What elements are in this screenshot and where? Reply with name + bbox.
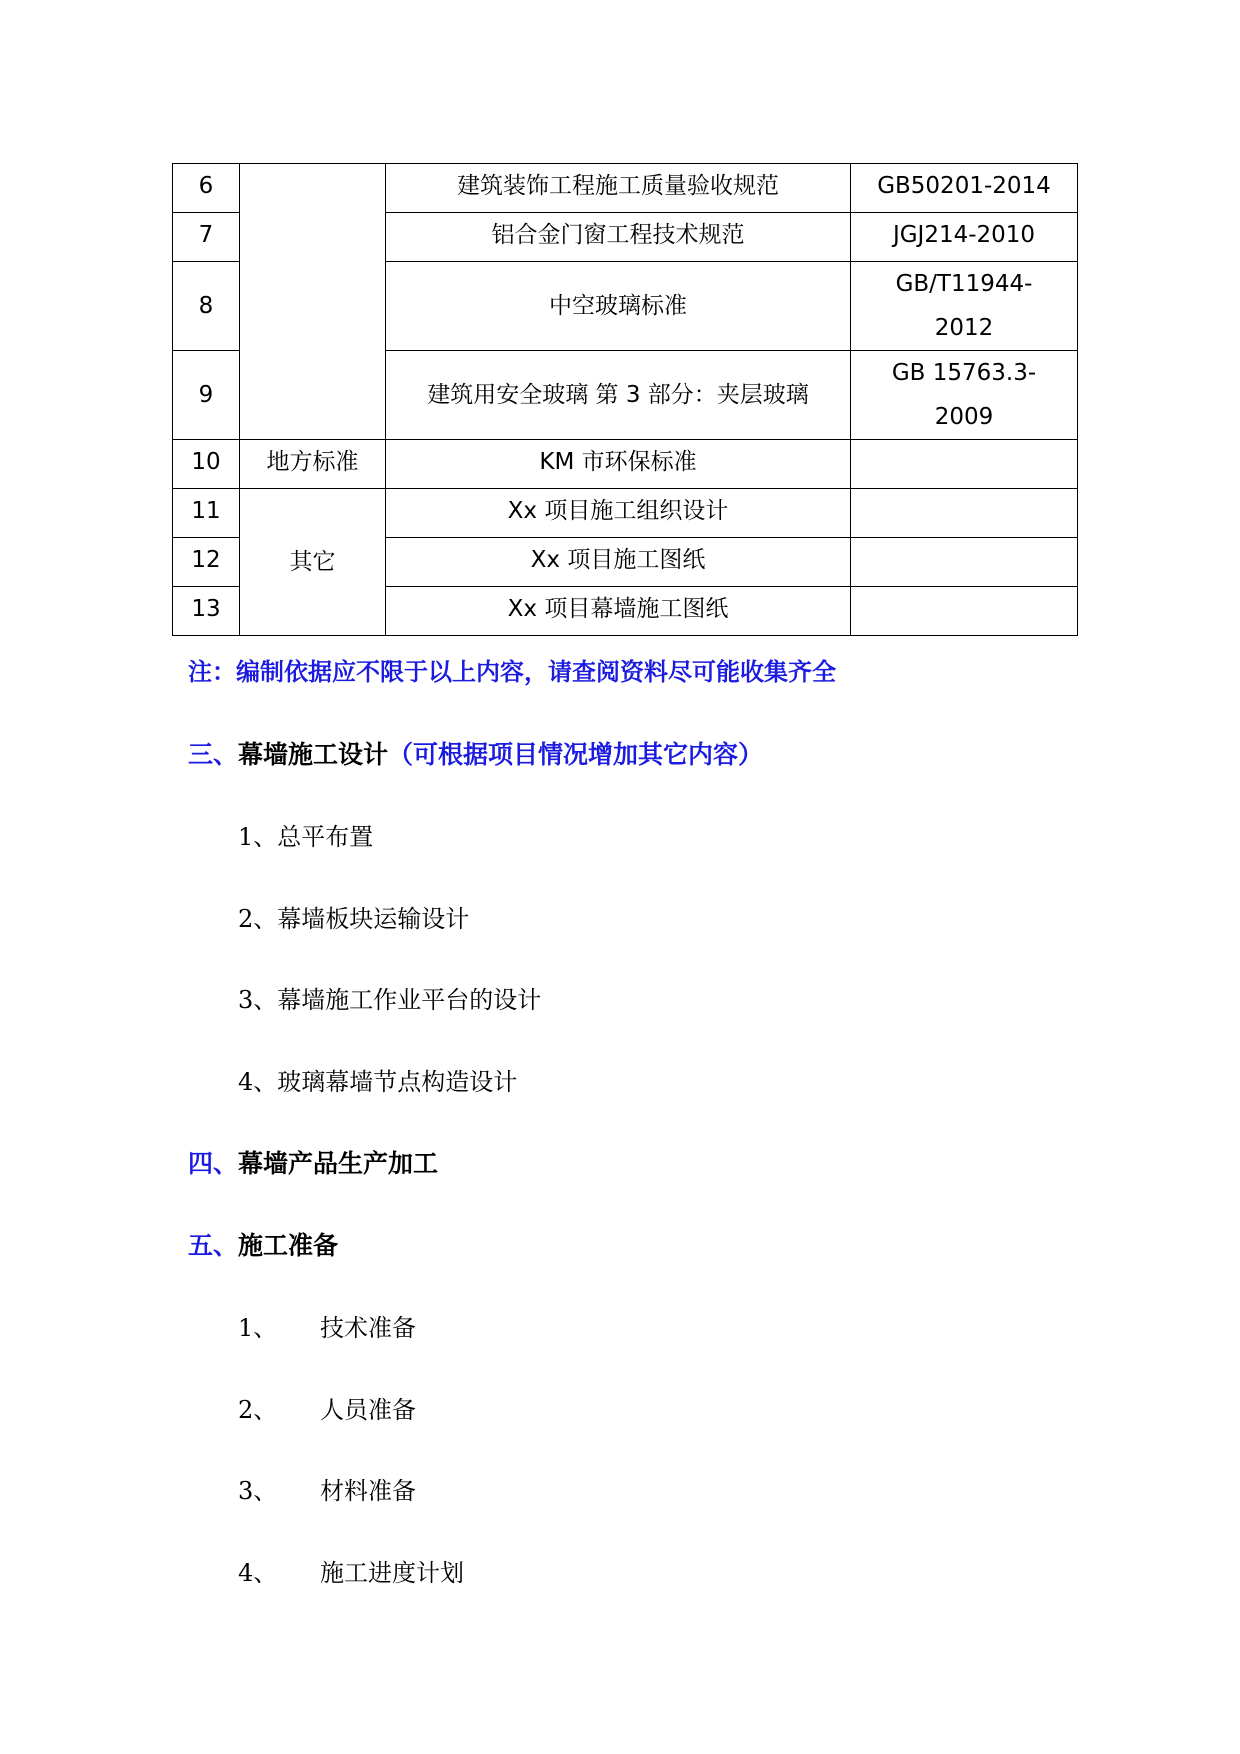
list-item	[238, 817, 373, 852]
standard-code-line1: GB/T11944-	[895, 271, 1033, 297]
row-number: 11	[173, 489, 240, 538]
standard-title: 建筑装饰工程施工质量验收规范	[386, 164, 851, 213]
item-number: 1、	[238, 1314, 278, 1342]
section5-number: 五、	[188, 1231, 239, 1260]
standard-code	[851, 262, 1078, 351]
section4-title: 幕墙产品生产加工	[238, 1149, 439, 1178]
list-item	[238, 899, 469, 934]
section4-heading	[188, 1144, 438, 1180]
list-item	[238, 1390, 416, 1425]
table-row	[173, 489, 1078, 538]
standard-title: 建筑用安全玻璃 第 3 部分：夹层玻璃	[386, 351, 851, 440]
section3-heading	[188, 735, 763, 771]
table-row	[173, 164, 1078, 213]
row-number: 6	[173, 164, 240, 213]
list-item	[238, 1471, 416, 1506]
item-number: 1、	[238, 823, 278, 851]
standard-title: 铝合金门窗工程技术规范	[386, 213, 851, 262]
list-item	[238, 1553, 464, 1588]
section4-number: 四、	[188, 1149, 239, 1178]
category-cell: 其它	[240, 489, 386, 636]
standard-code: GB50201-2014	[851, 164, 1078, 213]
standard-code	[851, 587, 1078, 636]
row-number: 12	[173, 538, 240, 587]
standard-code	[851, 351, 1078, 440]
item-number: 3、	[238, 1477, 278, 1505]
standard-code: JGJ214-2010	[851, 213, 1078, 262]
standard-code-line2: 2012	[934, 315, 994, 341]
row-number: 13	[173, 587, 240, 636]
standard-code	[851, 440, 1078, 489]
section3-title: 幕墙施工设计	[238, 740, 389, 769]
item-label: 施工进度计划	[320, 1559, 464, 1587]
standards-table	[172, 163, 1078, 636]
category-cell: 地方标准	[240, 440, 386, 489]
row-number: 8	[173, 262, 240, 351]
item-label: 技术准备	[320, 1314, 416, 1342]
standard-title: KM 市环保标准	[386, 440, 851, 489]
item-label: 玻璃幕墙节点构造设计	[277, 1068, 518, 1096]
standard-title: Xx 项目幕墙施工图纸	[386, 587, 851, 636]
row-number: 9	[173, 351, 240, 440]
section3-subtitle: （可根据项目情况增加其它内容）	[388, 740, 764, 769]
standard-title: Xx 项目施工组织设计	[386, 489, 851, 538]
section5-title: 施工准备	[238, 1231, 339, 1260]
standard-title: Xx 项目施工图纸	[386, 538, 851, 587]
standard-code	[851, 538, 1078, 587]
list-item	[238, 1308, 416, 1343]
list-item	[238, 980, 541, 1015]
item-number: 2、	[238, 905, 278, 933]
standard-code-line2: 2009	[934, 404, 994, 430]
standard-title: 中空玻璃标准	[386, 262, 851, 351]
category-cell	[240, 164, 386, 440]
standard-code-line1: GB 15763.3-	[891, 360, 1037, 386]
row-number: 7	[173, 213, 240, 262]
item-number: 3、	[238, 986, 278, 1014]
item-label: 人员准备	[320, 1396, 416, 1424]
list-item	[238, 1062, 517, 1097]
item-number: 4、	[238, 1068, 278, 1096]
item-label: 幕墙板块运输设计	[277, 905, 470, 933]
section3-number: 三、	[188, 740, 239, 769]
item-label: 幕墙施工作业平台的设计	[277, 986, 542, 1014]
section5-heading	[188, 1226, 338, 1262]
item-label: 总平布置	[277, 823, 374, 851]
item-label: 材料准备	[320, 1477, 416, 1505]
item-number: 4、	[238, 1559, 278, 1587]
table-row	[173, 440, 1078, 489]
item-number: 2、	[238, 1396, 278, 1424]
standard-code	[851, 489, 1078, 538]
row-number: 10	[173, 440, 240, 489]
note-text: 注：编制依据应不限于以上内容，请查阅资料尽可能收集齐全	[188, 658, 836, 686]
